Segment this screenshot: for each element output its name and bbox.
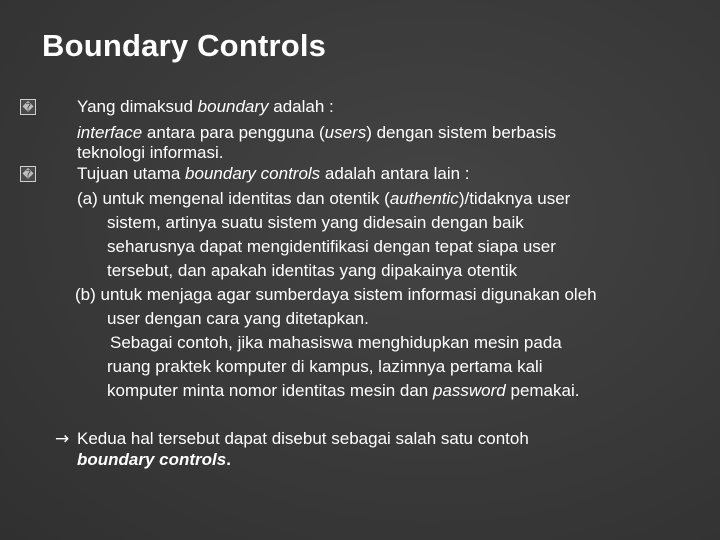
text-run: Tujuan utama	[77, 164, 186, 183]
bullet1-line2	[77, 123, 556, 143]
arrow-right-icon: →	[55, 429, 70, 449]
text-run: komputer minta nomor identitas mesin dan	[107, 381, 433, 400]
bullet-marker-icon: �	[20, 99, 36, 115]
bullet1-line3: teknologi informasi.	[77, 143, 224, 162]
text-run: (a) untuk mengenal identitas dan otentik (	[77, 189, 390, 208]
text-run: adalah :	[268, 97, 334, 116]
text-run-bold: .	[226, 450, 231, 469]
text-run: )/tidaknya user	[458, 189, 571, 208]
conclusion-line1: Kedua hal tersebut dapat disebut sebagai salah satu contoh	[77, 429, 529, 448]
sub-item-a-line4: tersebut, dan apakah identitas yang dipakainya otentik	[107, 261, 518, 280]
text-run-italic: password	[433, 381, 506, 400]
conclusion-line2	[77, 450, 231, 470]
example-line1: Sebagai contoh, jika mahasiswa menghidupkan mesin pada	[110, 333, 562, 352]
text-run: adalah antara lain :	[320, 164, 470, 183]
text-run: pemakai.	[505, 381, 580, 400]
example-line2: ruang praktek komputer di kampus, lazimnya pertama kali	[107, 357, 543, 376]
text-run: ) dengan sistem berbasis	[366, 123, 557, 142]
bullet-marker-icon: �	[20, 166, 36, 182]
bullet1-line1	[77, 97, 334, 117]
slide-title: Boundary Controls	[42, 28, 327, 63]
text-run-italic: users	[324, 123, 367, 142]
text-run-italic: interface	[77, 123, 143, 142]
sub-item-a-line3: seharusnya dapat mengidentifikasi dengan tepat siapa user	[107, 237, 556, 256]
text-run-italic: boundary	[197, 97, 269, 116]
text-run-italic: authentic	[389, 189, 459, 208]
sub-item-a-line2: sistem, artinya suatu sistem yang didesain dengan baik	[107, 213, 524, 232]
example-line3	[107, 381, 579, 401]
sub-item-a-line1	[77, 189, 570, 209]
sub-item-b-line2: user dengan cara yang ditetapkan.	[107, 309, 369, 328]
text-run: antara para pengguna (	[142, 123, 325, 142]
sub-item-b-line1: (b) untuk menjaga agar sumberdaya sistem informasi digunakan oleh	[75, 285, 597, 304]
text-run-italic: boundary controls	[185, 164, 321, 183]
text-run: Yang dimaksud	[77, 97, 198, 116]
text-run-bold-italic: boundary controls	[77, 450, 227, 469]
bullet2-line1	[77, 164, 470, 184]
